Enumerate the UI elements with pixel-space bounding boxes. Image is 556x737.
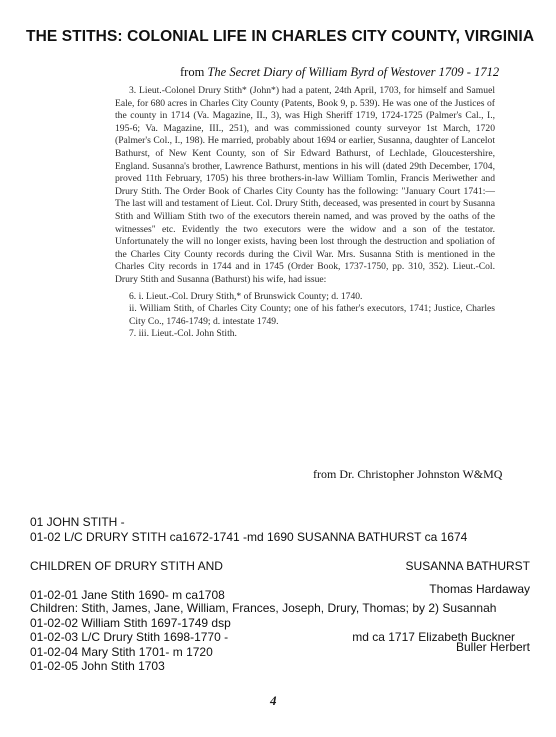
children-heading (30, 559, 540, 573)
entry-left: Children: Stith, James, Jane, William, Frances, Joseph, Drury, Thomas; by 2) Susannah (30, 601, 497, 615)
page-title: THE STITHS: COLONIAL LIFE IN CHARLES CITY COUNTY, VIRGINIA (26, 28, 535, 45)
children-heading-left: CHILDREN OF DRURY STITH AND (30, 559, 223, 573)
entry-left: 01-02-01 Jane Stith 1690- m ca1708 (30, 588, 225, 602)
book-title: The Secret Diary of William Byrd of Westover 1709 - 1712 (207, 65, 500, 79)
entry-left: 01-02-02 William Stith 1697-1749 dsp (30, 616, 231, 630)
article-excerpt (115, 85, 495, 341)
genealogy-entry (30, 582, 540, 602)
entry-spouse: Buller Herbert (455, 640, 530, 654)
entry-left: 01-02-05 John Stith 1703 (30, 659, 165, 673)
subtitle-prefix: from (180, 65, 208, 79)
source-subtitle (180, 65, 540, 80)
child-item-1: 6. i. Lieut.-Col. Drury Stith,* of Brunswick County; d. 1740. (129, 290, 363, 302)
child-item-3: 7. iii. Lieut.-Col. John Stith. (129, 328, 237, 340)
entry-left: 01-02-04 Mary Stith 1701- m 1720 (30, 645, 213, 659)
child-item-2: ii. William Stith, of Charles City County; one of his father's executors, 1741; Justice, Charles City Co., 1746-1749; d. intestate 1749. (129, 303, 495, 327)
genealogy-entry (30, 601, 540, 615)
page-number: 4 (270, 693, 277, 708)
genealogy-entry (30, 640, 540, 659)
genealogy-line-2: 01-02 L/C DRURY STITH ca1672-1741 -md 1690 SUSANNA BATHURST ca 1674 (30, 530, 468, 544)
children-heading-right: SUSANNA BATHURST (405, 559, 530, 573)
entry-spouse: md ca 1717 Elizabeth Buckner (352, 630, 515, 644)
source-attribution: from Dr. Christopher Johnston W&MQ (313, 467, 503, 481)
entry-spouse: Thomas Hardaway (429, 582, 530, 596)
genealogy-entry (30, 659, 540, 673)
entry-left: 01-02-03 L/C Drury Stith 1698-1770 - (30, 630, 229, 644)
article-paragraph: 3. Lieut.-Colonel Drury Stith* (John*) had a patent, 24th April, 1703, for himself and Samuel Eale, for 680 acres in Charles City County (Patents, Book 9, p. 539). He was one of the Justices of the county in 1714 (Va. Magazine, II., 3), was High Sheriff 1719, 1724-1725 (Palmer's Cal., I., 195-6; Va. Magazine, III., 251), and was commissioned county surveyor 1st March, 1720 (Palmer's Col., I., 198). He married, probably about 1694 or earlier, Susanna, daughter of Lancelot Bathurst, of New Kent County, son of Sir Edward Bathurst, of Lechlade, Gloucestershire, England. Susanna's brother, Lawrence Bathurst, mentions in his will (dated 29th December, 1704, proved 11th February, 1705) his three brothers-in-law William Tomlin, Francis Meriwether and Drury Stith. The Order Book of Charles City County has the following: "January Court 1741:—The last will and testament of Lieut. Col. Drury Stith, deceased, was presented in court by Susanna Stith and William Stith two of the executors therein named, and was proved by the oaths of the witnesses" etc. Evidently the two executors were the widow and a son of the testator. Unfortunately the will no longer exists, having been lost through the destruction and spoliation of the Charles City County records during the Civil War. Mrs. Susanna Stith is mentioned in the Charles City records in 1744 and in 1745 (Order Book, 1737-1750, pp. 310, 352). Lieut.-Col. Drury Stith and Susanna (Bathurst) his wife, had issue: (115, 85, 495, 285)
genealogy-entry (30, 616, 540, 630)
genealogy-line-1: 01 JOHN STITH - (30, 515, 125, 529)
